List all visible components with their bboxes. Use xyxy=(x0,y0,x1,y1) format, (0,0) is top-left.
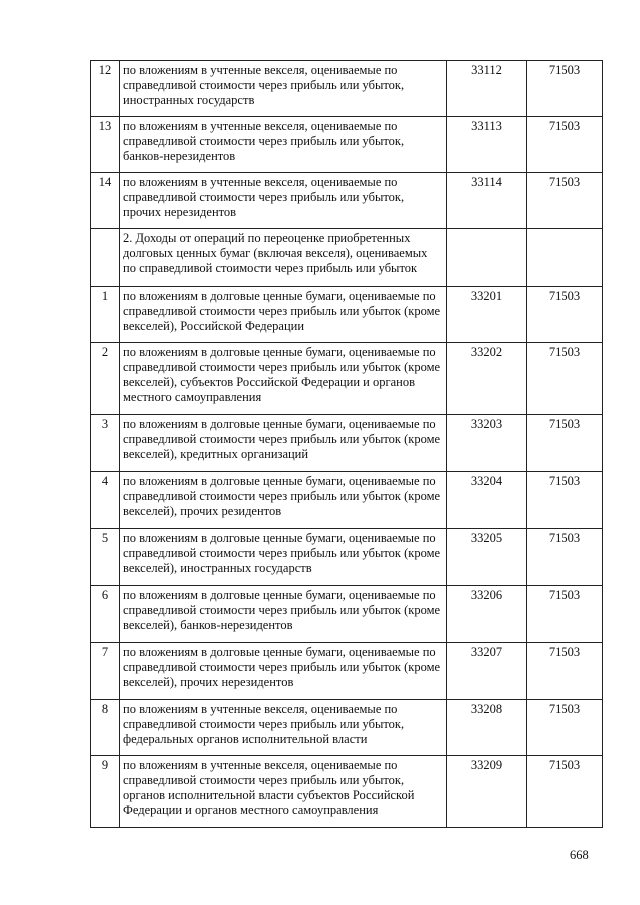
row-code xyxy=(447,229,527,287)
row-code: 33206 xyxy=(447,586,527,643)
row-number: 3 xyxy=(91,415,120,472)
row-number: 2 xyxy=(91,343,120,415)
row-account: 71503 xyxy=(527,529,603,586)
table-row xyxy=(91,117,603,173)
row-number: 7 xyxy=(91,643,120,700)
table-row xyxy=(91,586,603,643)
row-code: 33205 xyxy=(447,529,527,586)
row-description: по вложениям в долговые ценные бумаги, оцениваемые по справедливой стоимости через прибыль или убыток (кроме векселей), прочих резидентов xyxy=(120,472,447,529)
row-code: 33202 xyxy=(447,343,527,415)
section-title: 2. Доходы от операций по переоценке приобретенных долговых ценных бумаг (включая векселя), оцениваемых по справедливой стоимости через прибыль или убыток xyxy=(120,229,447,287)
section-header-row xyxy=(91,229,603,287)
row-description: по вложениям в учтенные векселя, оцениваемые по справедливой стоимости через прибыль или убыток, федеральных органов исполнительной власти xyxy=(120,700,447,756)
row-number: 9 xyxy=(91,756,120,828)
accounts-table xyxy=(90,60,603,828)
row-account: 71503 xyxy=(527,173,603,229)
row-account: 71503 xyxy=(527,415,603,472)
table-row xyxy=(91,756,603,828)
row-description: по вложениям в долговые ценные бумаги, оцениваемые по справедливой стоимости через прибыль или убыток (кроме векселей), банков-нерезидентов xyxy=(120,586,447,643)
row-number xyxy=(91,229,120,287)
row-code: 33209 xyxy=(447,756,527,828)
table-row xyxy=(91,61,603,117)
row-account xyxy=(527,229,603,287)
row-number: 13 xyxy=(91,117,120,173)
row-account: 71503 xyxy=(527,61,603,117)
row-description: по вложениям в долговые ценные бумаги, оцениваемые по справедливой стоимости через прибыль или убыток (кроме векселей), кредитных организаций xyxy=(120,415,447,472)
table-body xyxy=(91,61,603,828)
row-code: 33204 xyxy=(447,472,527,529)
row-account: 71503 xyxy=(527,756,603,828)
row-code: 33207 xyxy=(447,643,527,700)
row-code: 33203 xyxy=(447,415,527,472)
row-description: по вложениям в долговые ценные бумаги, оцениваемые по справедливой стоимости через прибыль или убыток (кроме векселей), Российской Федерации xyxy=(120,287,447,343)
row-number: 6 xyxy=(91,586,120,643)
row-code: 33113 xyxy=(447,117,527,173)
row-account: 71503 xyxy=(527,287,603,343)
row-code: 33208 xyxy=(447,700,527,756)
row-account: 71503 xyxy=(527,343,603,415)
row-description: по вложениям в учтенные векселя, оцениваемые по справедливой стоимости через прибыль или убыток, органов исполнительной власти субъектов Российской Федерации и органов местного самоуправления xyxy=(120,756,447,828)
table-row xyxy=(91,173,603,229)
page-number: 668 xyxy=(570,848,589,862)
row-account: 71503 xyxy=(527,586,603,643)
row-description: по вложениям в учтенные векселя, оцениваемые по справедливой стоимости через прибыль или убыток, банков-нерезидентов xyxy=(120,117,447,173)
table-row xyxy=(91,643,603,700)
table-row xyxy=(91,472,603,529)
row-description: по вложениям в учтенные векселя, оцениваемые по справедливой стоимости через прибыль или убыток, прочих нерезидентов xyxy=(120,173,447,229)
row-description: по вложениям в долговые ценные бумаги, оцениваемые по справедливой стоимости через прибыль или убыток (кроме векселей), субъектов Российской Федерации и органов местного самоуправления xyxy=(120,343,447,415)
table-row xyxy=(91,529,603,586)
row-code: 33201 xyxy=(447,287,527,343)
row-number: 8 xyxy=(91,700,120,756)
row-description: по вложениям в учтенные векселя, оцениваемые по справедливой стоимости через прибыль или убыток, иностранных государств xyxy=(120,61,447,117)
table-row xyxy=(91,287,603,343)
row-description: по вложениям в долговые ценные бумаги, оцениваемые по справедливой стоимости через прибыль или убыток (кроме векселей), прочих нерезидентов xyxy=(120,643,447,700)
row-number: 5 xyxy=(91,529,120,586)
row-account: 71503 xyxy=(527,700,603,756)
row-number: 14 xyxy=(91,173,120,229)
row-number: 4 xyxy=(91,472,120,529)
row-code: 33112 xyxy=(447,61,527,117)
table-row xyxy=(91,415,603,472)
row-description: по вложениям в долговые ценные бумаги, оцениваемые по справедливой стоимости через прибыль или убыток (кроме векселей), иностранных государств xyxy=(120,529,447,586)
row-account: 71503 xyxy=(527,117,603,173)
row-number: 12 xyxy=(91,61,120,117)
row-account: 71503 xyxy=(527,643,603,700)
table-row xyxy=(91,700,603,756)
row-account: 71503 xyxy=(527,472,603,529)
table-row xyxy=(91,343,603,415)
row-code: 33114 xyxy=(447,173,527,229)
row-number: 1 xyxy=(91,287,120,343)
